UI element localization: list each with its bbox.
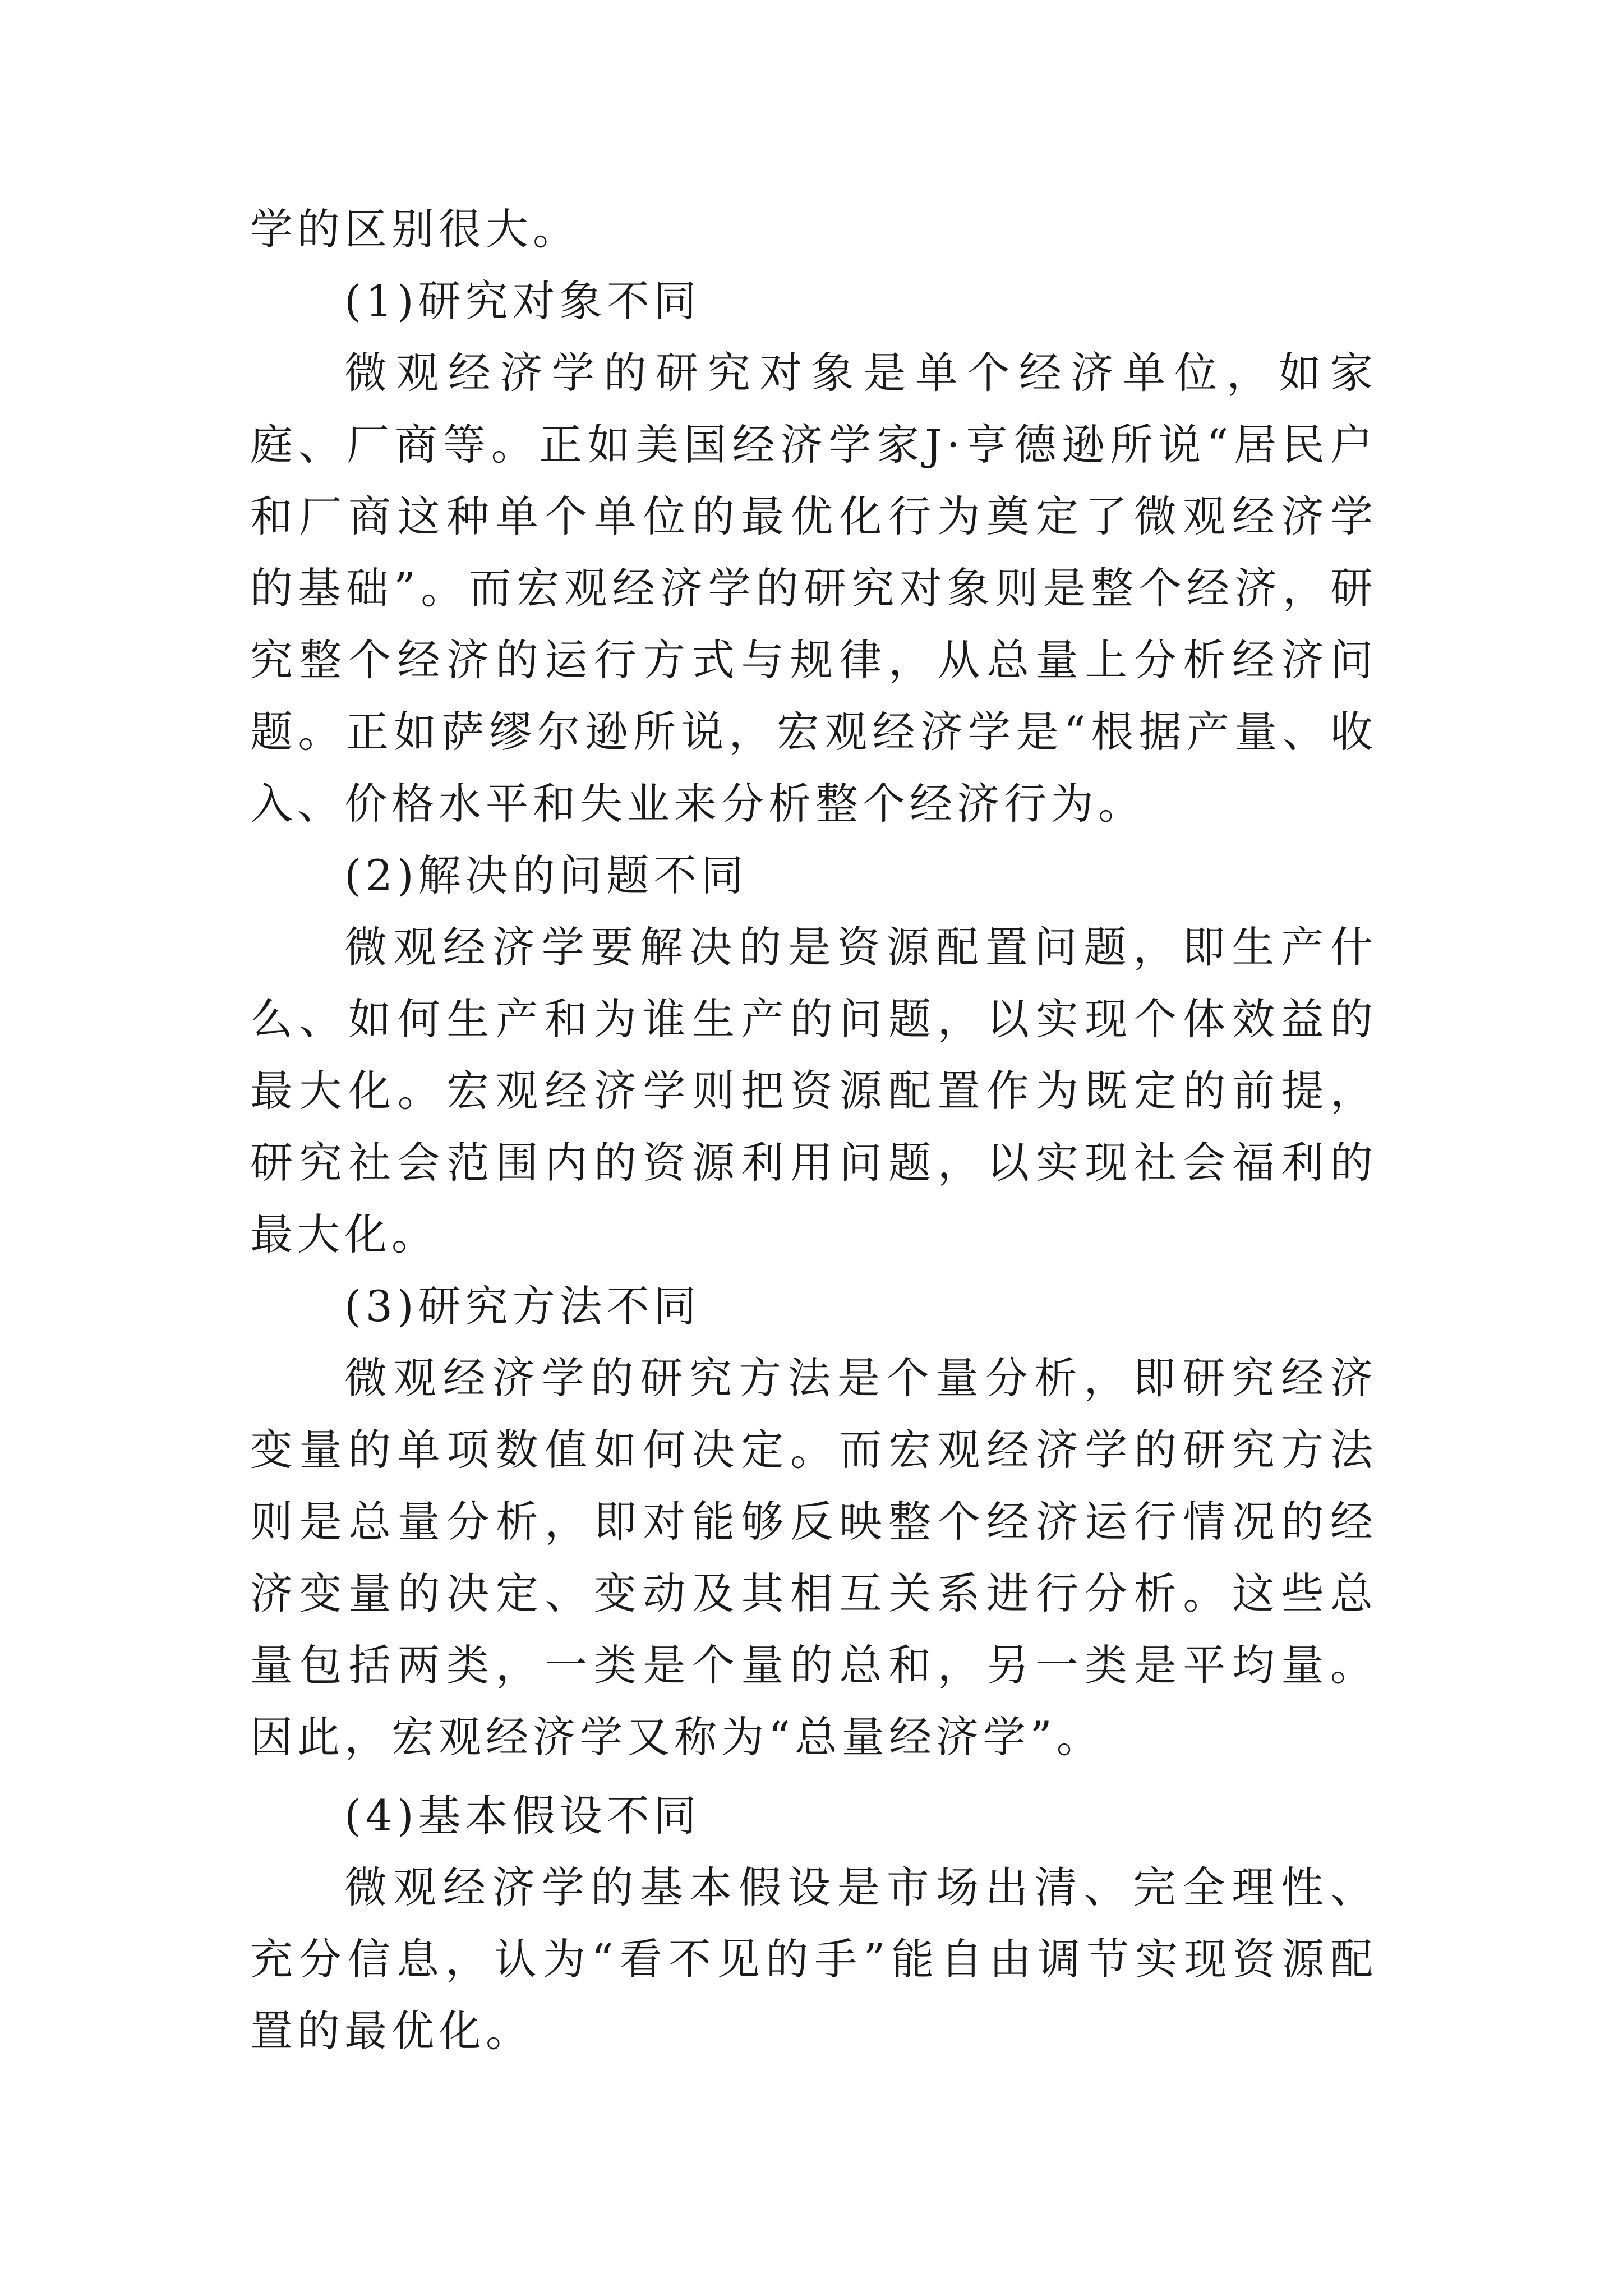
paragraph-research-method: 微观经济学的研究方法是个量分析，即研究经济变量的单项数值如何决定。而宏观经济学的研究方法则是总量分析，即对能够反映整个经济运行情况的经济变量的决定、变动及其相互关系进行分析。这些总量包括两类，一类是个量的总和，另一类是平均量。因此，宏观经济学又称为“总量经济学”。 [250, 1353, 1377, 1762]
paragraph-basic-assumptions: 微观经济学的基本假设是市场出清、完全理性、充分信息，认为“看不见的手”能自由调节实现资源配置的最优化。 [250, 1862, 1377, 2056]
paragraph-research-object: 微观经济学的研究对象是单个经济单位，如家庭、厂商等。正如美国经济学家J·亨德逊所说“居民户和厂商这种单个单位的最优化行为奠定了微观经济学的基础”。而宏观经济学的研究对象则是整个经济，研究整个经济的运行方式与规律，从总量上分析经济问题。正如萨缪尔逊所说，宏观经济学是“根据产量、收入、价格水平和失业来分析整个经济行为。 [250, 348, 1377, 829]
document-body [250, 194, 1377, 2067]
section-heading-4: (4)基本假设不同 [344, 1791, 701, 1841]
section-heading-3: (3)研究方法不同 [344, 1281, 701, 1331]
paragraph-continuation: 学的区别很大。 [250, 204, 580, 254]
paragraph-problems-solved: 微观经济学要解决的是资源配置问题，即生产什么、如何生产和为谁生产的问题，以实现个体效益的最大化。宏观经济学则把资源配置作为既定的前提，研究社会范围内的资源利用问题，以实现社会福利的最大化。 [250, 922, 1377, 1259]
section-heading-2: (2)解决的问题不同 [344, 850, 748, 900]
section-heading-1: (1)研究对象不同 [344, 276, 701, 326]
